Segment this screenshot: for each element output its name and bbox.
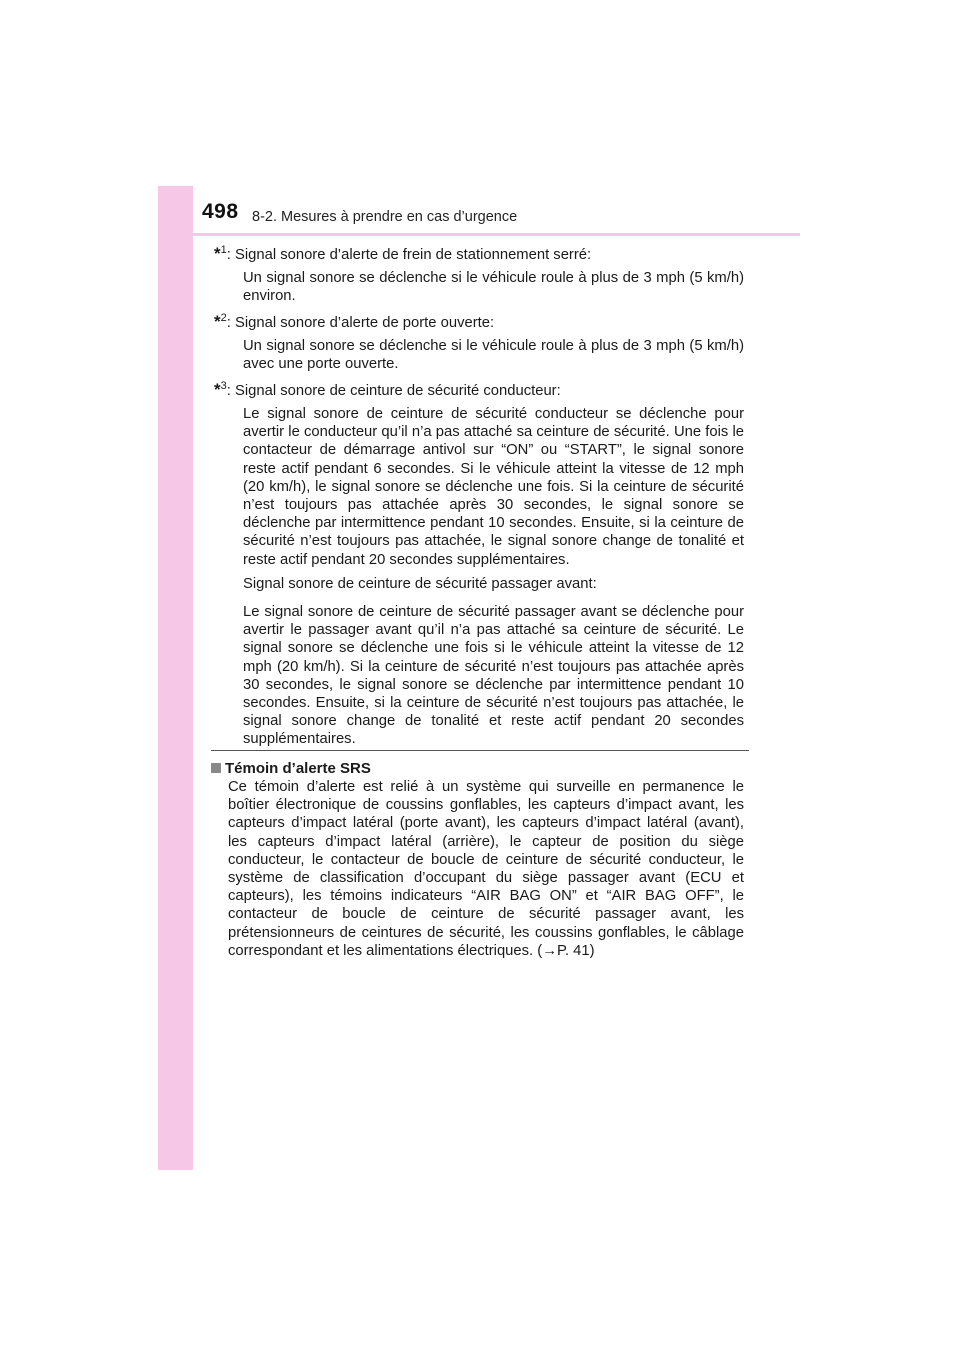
section-divider	[211, 750, 749, 751]
section-title: 8-2. Mesures à prendre en cas d’urgence	[252, 209, 518, 225]
note-1-asterisk: *	[214, 244, 221, 263]
note-3-heading	[214, 377, 744, 400]
note-3-asterisk: *	[214, 380, 221, 399]
note-2-heading	[214, 309, 744, 332]
srs-heading	[211, 760, 371, 777]
note-3-title: : Signal sonore de ceinture de sécurité conducteur:	[226, 383, 561, 399]
note-3-paragraph-driver: Le signal sonore de ceinture de sécurité conducteur se déclenche pour avertir le conducteur qu’il n’a pas attaché sa ceinture de sécurité. Une fois le contacteur de démarrage antivol sur “ON” ou “START”, le signal sonore reste actif pendant 6 secondes. Si le véhicule atteint la vitesse de 12 mph (20 km/h), le signal sonore se déclenche une fois. Si la ceinture de sécurité n’est toujours pas attachée après 30 secondes, le signal sonore se déclenche par intermittence pendant 10 secondes. Ensuite, si la ceinture de sécurité n’est toujours pas attachée, le signal sonore change de tonalité et reste actif pendant 20 secondes supplémentaires.	[243, 406, 744, 568]
note-3-number: 3	[220, 380, 227, 392]
note-1-paragraph: Un signal sonore se déclenche si le véhicule roule à plus de 3 mph (5 km/h) environ.	[243, 270, 744, 305]
note-1-heading	[214, 241, 744, 264]
header-rule	[193, 233, 800, 236]
chapter-side-tab	[158, 186, 193, 1170]
srs-paragraph: Ce témoin d’alerte est relié à un système qui surveille en permanence le boîtier électronique de coussins gonflables, les capteurs d’impact avant, les capteurs d’impact latéral (porte avant), les capteurs d’impact latéral (avant), les capteurs d’impact latéral (arrière), le capteur de position du siège conducteur, le contacteur de boucle de ceinture de sécurité conducteur, le système de classification d’occupant du siège passager avant (ECU et capteurs), les témoins indicateurs “AIR BAG ON” et “AIR BAG OFF”, le contacteur de boucle de ceinture de sécurité passager avant, les prétensionneurs de ceintures de sécurité, les coussins gonflables, le câblage correspondant et les alimentations électriques. (→P. 41)	[228, 779, 744, 959]
srs-title: Témoin d’alerte SRS	[225, 760, 371, 777]
bullet-square-icon	[211, 763, 221, 773]
note-2-title: : Signal sonore d’alerte de porte ouverte:	[226, 315, 495, 331]
page-number: 498	[202, 200, 239, 223]
note-3-paragraph-passenger: Le signal sonore de ceinture de sécurité passager avant se déclenche pour avertir le passager avant qu’il n’a pas attaché sa ceinture de sécurité. Le signal sonore se déclenche une fois si le véhicule atteint la vitesse de 12 mph (20 km/h). Si la ceinture de sécurité n’est toujours pas attachée après 30 secondes, le signal sonore se déclenche par intermittence pendant 10 secondes. Ensuite, si la ceinture de sécurité n’est toujours pas attachée, le signal sonore change de tonalité et reste actif pendant 20 secondes supplémentaires.	[243, 604, 744, 748]
note-3-subheading-passenger: Signal sonore de ceinture de sécurité passager avant:	[243, 576, 597, 592]
note-1-number: 1	[220, 244, 227, 256]
note-2-asterisk: *	[214, 312, 221, 331]
note-2-paragraph: Un signal sonore se déclenche si le véhicule roule à plus de 3 mph (5 km/h) avec une porte ouverte.	[243, 338, 744, 373]
note-2-number: 2	[220, 312, 227, 324]
note-1-title: : Signal sonore d’alerte de frein de stationnement serré:	[226, 247, 592, 263]
